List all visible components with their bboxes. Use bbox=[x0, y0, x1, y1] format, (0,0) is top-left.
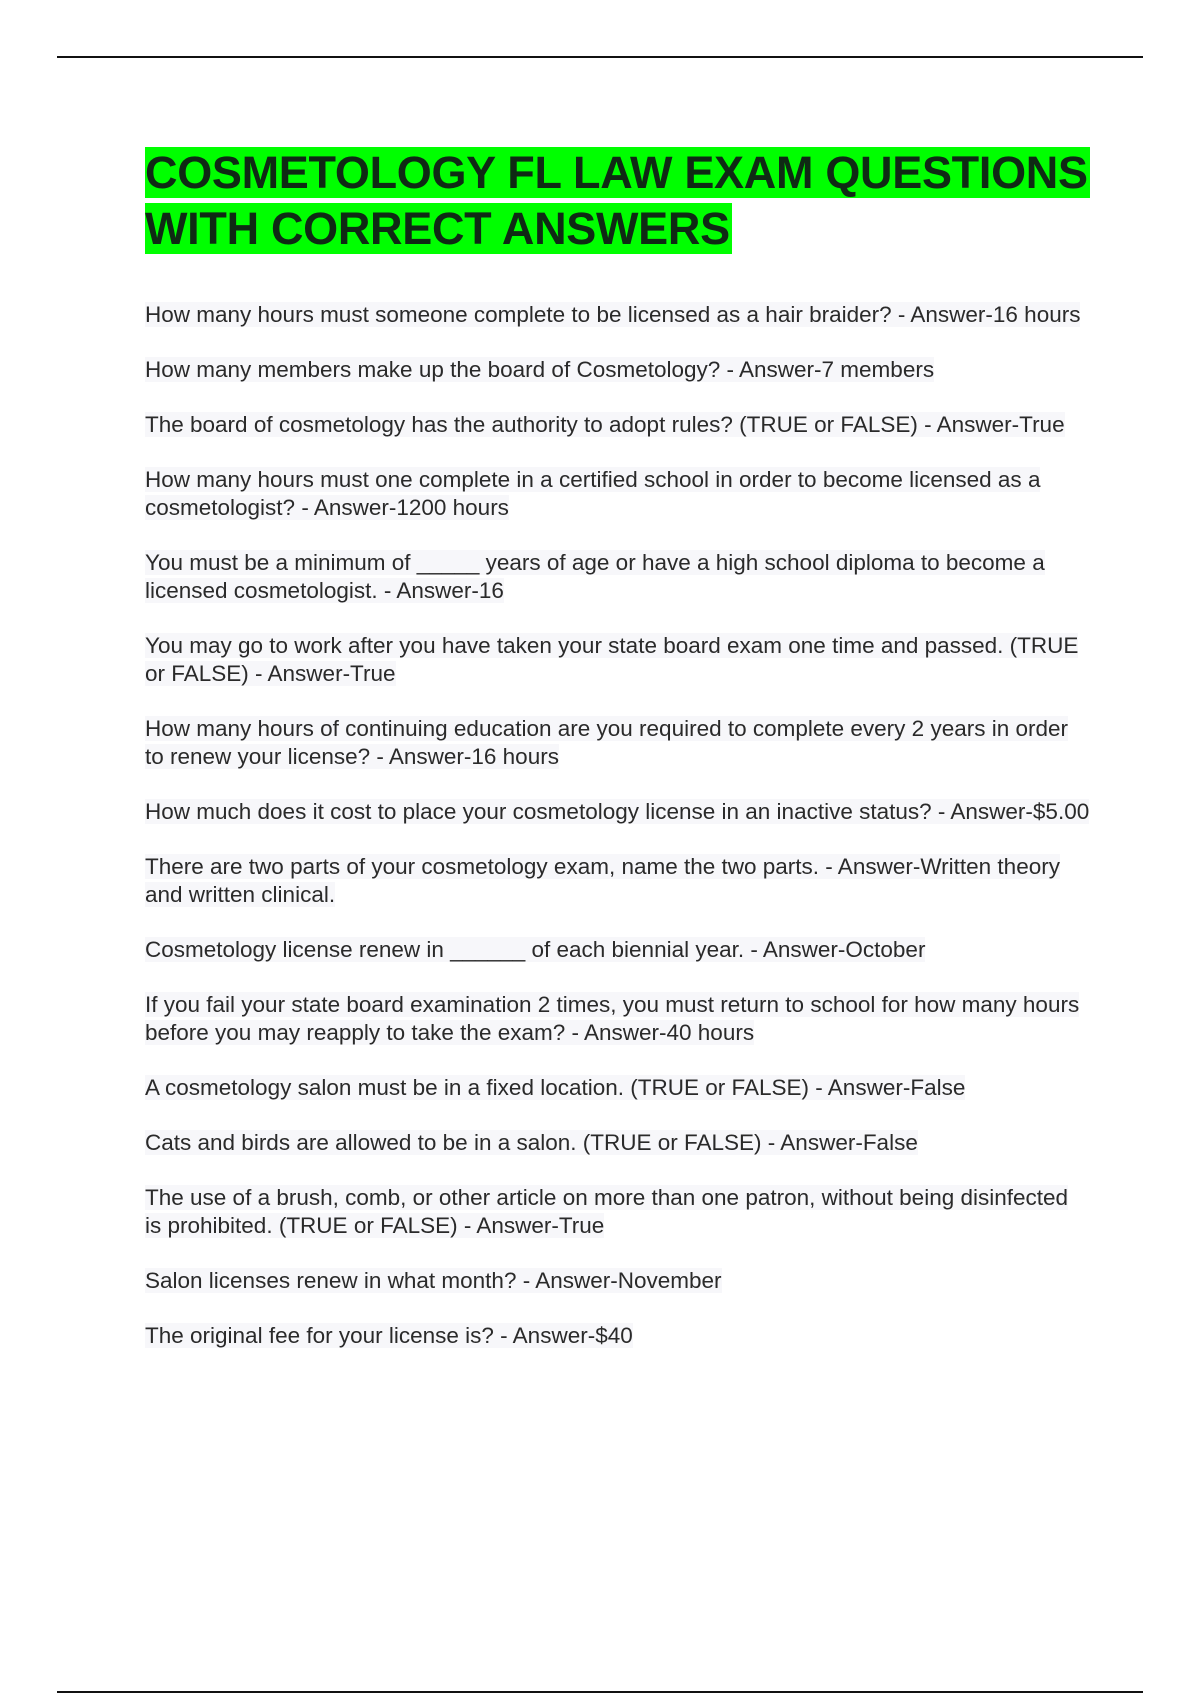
top-rule bbox=[57, 56, 1143, 58]
question-item: If you fail your state board examination 2 times, you must return to school for how many hours before you may reapply to take the exam? - Answer-40 hours bbox=[145, 992, 1080, 1045]
question-item: How many hours of continuing education are you required to complete every 2 years in order to renew your license? - Answer-16 hours bbox=[145, 716, 1069, 769]
question-item: Cosmetology license renew in ______ of each biennial year. - Answer-October bbox=[145, 937, 926, 962]
question-item: A cosmetology salon must be in a fixed location. (TRUE or FALSE) - Answer-False bbox=[145, 1075, 966, 1100]
question-item: You must be a minimum of _____ years of age or have a high school diploma to become a licensed cosmetologist. - Answer-16 bbox=[145, 550, 1045, 603]
question-item: Salon licenses renew in what month? - Answer-November bbox=[145, 1268, 722, 1293]
question-item: The use of a brush, comb, or other article on more than one patron, without being disinfected is prohibited. (TRUE or FALSE) - Answer-True bbox=[145, 1185, 1069, 1238]
question-item: The original fee for your license is? - Answer-$40 bbox=[145, 1323, 633, 1348]
document-body bbox=[145, 145, 1090, 1377]
question-item: How many members make up the board of Cosmetology? - Answer-7 members bbox=[145, 357, 935, 382]
bottom-rule bbox=[57, 1691, 1143, 1693]
question-item: Cats and birds are allowed to be in a salon. (TRUE or FALSE) - Answer-False bbox=[145, 1130, 918, 1155]
question-item: There are two parts of your cosmetology exam, name the two parts. - Answer-Written theory and written clinical. bbox=[145, 854, 1060, 907]
question-item: How many hours must one complete in a certified school in order to become licensed as a cosmetologist? - Answer-1200 hours bbox=[145, 467, 1041, 520]
question-item: The board of cosmetology has the authority to adopt rules? (TRUE or FALSE) - Answer-True bbox=[145, 412, 1065, 437]
question-item: You may go to work after you have taken your state board exam one time and passed. (TRUE or FALSE) - Answer-True bbox=[145, 633, 1079, 686]
question-list bbox=[145, 301, 1090, 1350]
document-title bbox=[145, 145, 1090, 257]
document-title-text: COSMETOLOGY FL LAW EXAM QUESTIONS WITH CORRECT ANSWERS bbox=[145, 147, 1088, 254]
question-item: How many hours must someone complete to be licensed as a hair braider? - Answer-16 hours bbox=[145, 302, 1081, 327]
question-item: How much does it cost to place your cosmetology license in an inactive status? - Answer-$5.00 bbox=[145, 799, 1090, 824]
